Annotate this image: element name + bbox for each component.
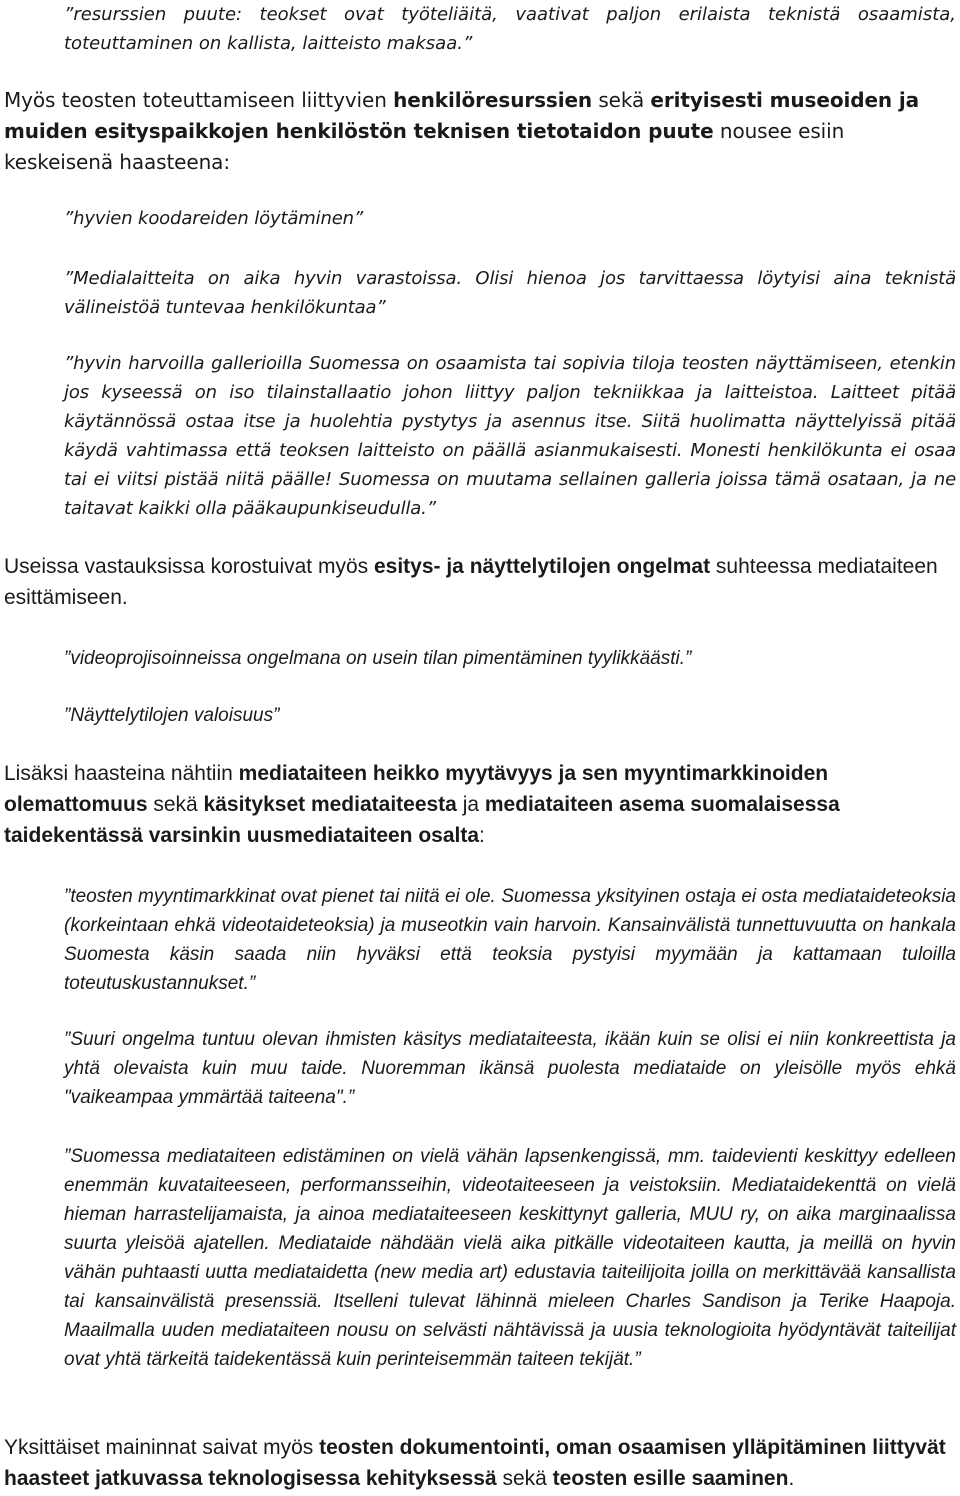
quote-sales-markets: ”teosten myyntimarkkinat ovat pienet tai niitä ei ole. Suomessa yksityinen ostaja ei osta mediataideteoksia (korkeintaan ehkä videotaideteoksia) ja museotkin vain harvoin. Kansainvälistä tunnettuvuutta on hankala Suomesta käsin saada niin hyväksi että teoksia pystyisi myymään ja kattamaan tuloilla toteutuskustannukset.” [64, 886, 956, 994]
quote-promotion: ”Suomessa mediataiteen edistäminen on vielä vähän lapsenkengissä, mm. taidevienti keskittyy edelleen enemmän kuvataiteeseen, performansseihin, videotaiteeseen ja veistoksiin. Mediataidekenttä on vielä hieman harrastelijamaista, ja ainoa mediataiteeseen keskittynyt galleria, MUU ry, on aika marginaalissa suurta yleisöä ajatellen. Mediataide nähdään vielä aika pitkälle videotaiteen kautta, ja meillä on hyvin vähän puhtaasti uutta mediataidetta (new media art) edustavia taiteilijoita joilla on merkittävää kansallista tai kansainvälistä presenssiä. Itselleni tulevat lähinnä mieleen Charles Sandison ja Terike Haapoja. Maailmalla uuden mediataiteen nousu on selvästi nähtävissä ja uusia teknologioita hyödyntävät taiteilijat ovat yhtä tärkeitä taidekentässä kuin perinteisemmän taiteen tekijät.” [64, 1146, 956, 1370]
bold-run: teosten dokumentointi, oman osaamisen ylläpitäminen liittyvät haasteet jatkuvassa teknologisessa kehityksessä [4, 1436, 946, 1490]
paragraph-sellability [4, 758, 956, 851]
text-run: sekä [592, 88, 651, 112]
text-run: sekä [147, 793, 204, 816]
paragraph-personnel [4, 85, 956, 178]
text-run: Yksittäiset maininnat saivat myös [4, 1436, 320, 1459]
bold-run: mediataiteen asema suomalaisessa taidekentässä varsinkin uusmediataiteen osalta [4, 793, 840, 847]
text-run: sekä [496, 1467, 553, 1490]
bold-run: käsitykset mediataiteesta [203, 793, 457, 816]
bold-run: esitys- ja näyttelytilojen ongelmat [373, 555, 711, 578]
text-run: Lisäksi haasteina nähtiin [4, 762, 239, 785]
paragraph-documentation [4, 1432, 956, 1494]
paragraph-exhibition-spaces [4, 551, 956, 613]
text-run: suhteessa mediataiteen esittämiseen. [4, 555, 938, 609]
text-run: nousee esiin keskeisenä haasteena: [4, 119, 845, 174]
quote-video-projection: ”videoprojisoinneissa ongelmana on usein tilan pimentäminen tyylikkäästi.” [64, 648, 692, 669]
text-run: Useissa vastauksissa korostuivat myös [4, 555, 374, 578]
text-run: Myös teosten toteuttamiseen liittyvien [4, 88, 394, 112]
bold-run: erityisesti museoiden ja muiden esityspaikkojen henkilöstön teknisen tietotaidon puute [4, 88, 920, 143]
quote-resources: ”resurssien puute: teokset ovat työteliäitä, vaativat paljon erilaista teknistä osaamista, toteuttaminen on kallista, laitteisto maksaa.” [64, 4, 956, 54]
quote-perception: ”Suuri ongelma tuntuu olevan ihmisten käsitys mediataiteesta, ikään kuin se olisi ei niin konkreettista ja yhtä olevaista kuin muu taide. Nuoremman ikänsä puolesta mediataide on yleisölle myös ehkä "vaikeampaa ymmärtää taiteena".” [64, 1029, 956, 1108]
bold-run: henkilöresurssien [393, 88, 593, 112]
quote-coders: ”hyvien koodareiden löytäminen” [64, 208, 364, 229]
quote-media-devices: ”Medialaitteita on aika hyvin varastoissa. Olisi hienoa jos tarvittaessa löytyisi aina teknistä välineistöä tuntevaa henkilökuntaa” [64, 268, 956, 318]
quote-brightness: ”Näyttelytilojen valoisuus” [64, 705, 280, 726]
bold-run: mediataiteen heikko myytävyys ja sen myyntimarkkinoiden olemattomuus [4, 762, 829, 816]
bold-run: teosten esille saaminen [552, 1467, 789, 1490]
text-run: ja [456, 793, 485, 816]
text-run: : [479, 824, 485, 847]
text-run: . [788, 1467, 795, 1490]
quote-galleries: ”hyvin harvoilla gallerioilla Suomessa on osaamista tai sopivia tiloja teosten näyttämiseen, etenkin jos kyseessä on iso tilainstallaatio johon liittyy paljon tekniikkaa ja laitteistoa. Laitteet pitää käytännössä ostaa itse ja huolehtia pystytys ja asennus itse. Siitä huolimatta näyttelyissä pitää käydä vahtimassa että teoksen laitteisto on päällä asianmukaisesti. Monesti henkilökunta ei osaa tai ei viitsi pistää niitä päälle! Suomessa on muutama sellainen galleria joissa tämä osataan, ja ne taitavat kaikki olla pääkaupunkiseudulla.” [64, 353, 956, 519]
